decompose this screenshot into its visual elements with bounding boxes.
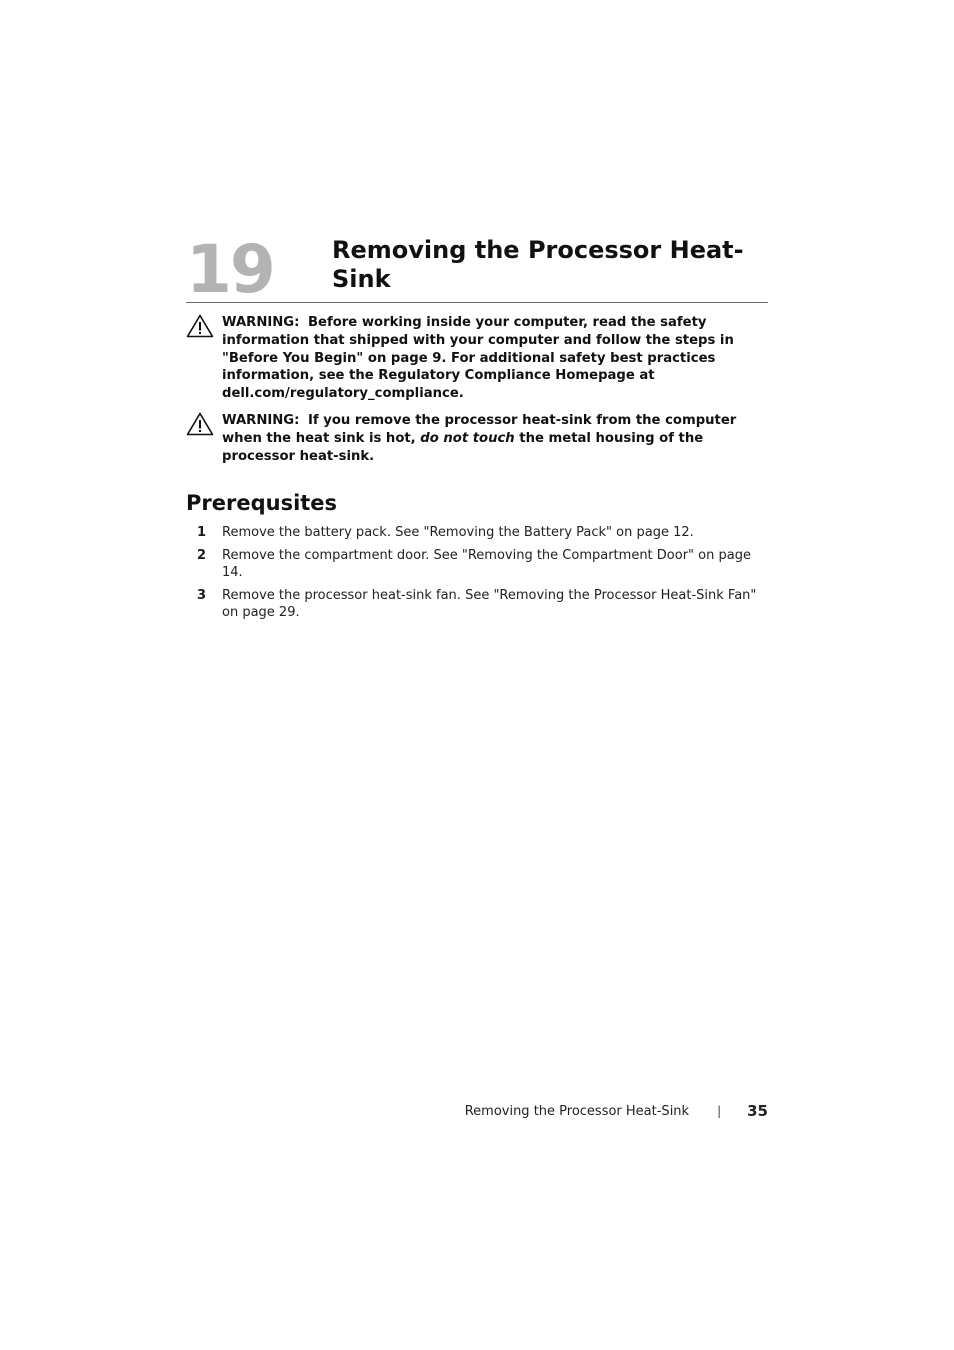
footer-section-title: Removing the Processor Heat-Sink: [464, 1103, 690, 1119]
warning-triangle-icon: [186, 412, 214, 436]
step-text: Remove the battery pack. See "Removing the Battery Pack" on page 12.: [222, 525, 694, 540]
step-number: 3: [196, 587, 206, 603]
step-number: 1: [196, 525, 206, 540]
footer-separator: |: [717, 1104, 722, 1118]
warning-2-body-after: the metal housing of the processor heat-sink.: [222, 430, 704, 464]
warning-2: [186, 412, 768, 465]
list-item: [186, 587, 768, 622]
step-text: Remove the compartment door. See "Removing the Compartment Door" on page 14.: [222, 547, 751, 580]
warning-1: [186, 314, 768, 403]
section-heading: Prerequsites: [186, 491, 338, 515]
chapter-title: Removing the Processor Heat-Sink: [332, 236, 744, 293]
warning-2-body-before: If you remove the processor heat-sink from the computer when the heat sink is hot,: [222, 413, 737, 446]
list-item: [186, 547, 768, 582]
warning-label: WARNING:: [222, 413, 300, 428]
warning-2-emphasis: do not touch: [420, 430, 515, 446]
warning-triangle-icon: [186, 314, 214, 338]
warning-1-body: Before working inside your computer, read the safety information that shipped with your computer and follow the steps in "Before You Begin" on page 9. For additional safety best practices information, see the Regulatory Compliance Homepage at dell.com/regulatory_compliance.: [222, 315, 734, 402]
warning-label: WARNING:: [222, 315, 300, 330]
list-item: [186, 524, 768, 542]
title-rule: [186, 302, 768, 303]
warning-2-text: [222, 412, 768, 465]
chapter-number: 19: [186, 231, 274, 308]
page-footer: [465, 1100, 768, 1122]
page-number: 35: [747, 1102, 768, 1120]
warning-1-text: [222, 314, 768, 403]
step-number: 2: [196, 547, 206, 563]
prerequisite-steps: [186, 524, 768, 627]
step-text: Remove the processor heat-sink fan. See "Removing the Processor Heat-Sink Fan" on page 29.: [222, 587, 757, 620]
